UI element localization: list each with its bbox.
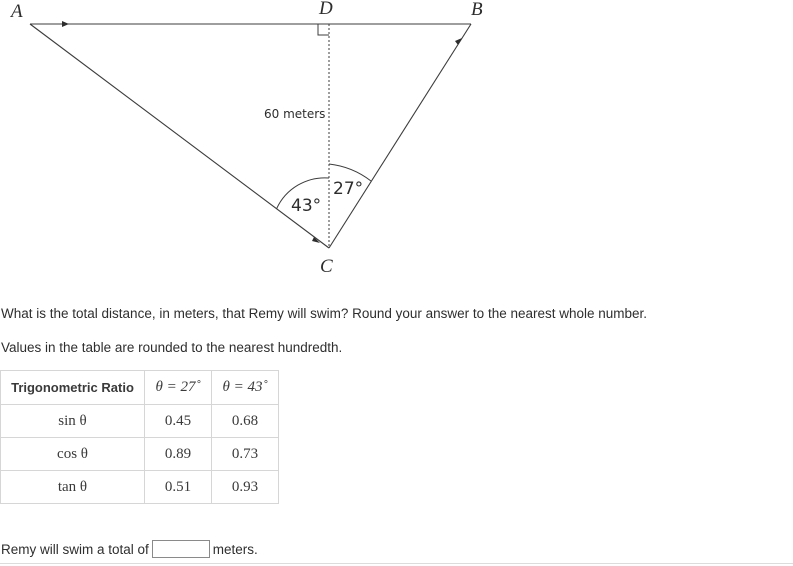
table-row	[1, 438, 279, 471]
header-trig-ratio: Trigonometric Ratio	[1, 371, 145, 405]
row-value-27: 0.89	[145, 438, 212, 471]
row-value-27: 0.45	[145, 405, 212, 438]
arrow-bc	[455, 38, 462, 45]
row-function: sin θ	[1, 405, 145, 438]
vertex-label-c: C	[320, 256, 333, 277]
answer-prefix: Remy will swim a total of	[1, 541, 149, 557]
table-note: Values in the table are rounded to the nearest hundredth.	[1, 340, 343, 355]
side-bc	[329, 24, 471, 248]
angle-label-43: 43°	[291, 196, 322, 216]
height-label: 60 meters	[264, 107, 326, 121]
table-header-row	[1, 371, 279, 405]
row-value-43: 0.68	[212, 405, 279, 438]
header-theta-43: θ = 43˚	[212, 371, 279, 405]
vertex-label-b: B	[471, 0, 483, 20]
right-angle-marker	[318, 24, 329, 35]
answer-suffix: meters.	[212, 541, 258, 557]
row-function: cos θ	[1, 438, 145, 471]
table-row	[1, 405, 279, 438]
arrow-ab	[62, 21, 69, 27]
row-value-43: 0.73	[212, 438, 279, 471]
row-value-27: 0.51	[145, 471, 212, 504]
trig-ratio-table	[0, 370, 279, 504]
vertex-label-a: A	[11, 1, 23, 22]
answer-line	[1, 540, 258, 558]
table-row	[1, 471, 279, 504]
header-theta-27: θ = 27˚	[145, 371, 212, 405]
row-function: tan θ	[1, 471, 145, 504]
answer-input[interactable]	[152, 540, 210, 558]
divider	[0, 563, 793, 564]
side-ac	[30, 24, 329, 248]
vertex-label-d: D	[319, 0, 333, 19]
row-value-43: 0.93	[212, 471, 279, 504]
question-prompt: What is the total distance, in meters, that Remy will swim? Round your answer to the nearest whole number.	[1, 306, 648, 321]
angle-label-27: 27°	[333, 179, 364, 199]
